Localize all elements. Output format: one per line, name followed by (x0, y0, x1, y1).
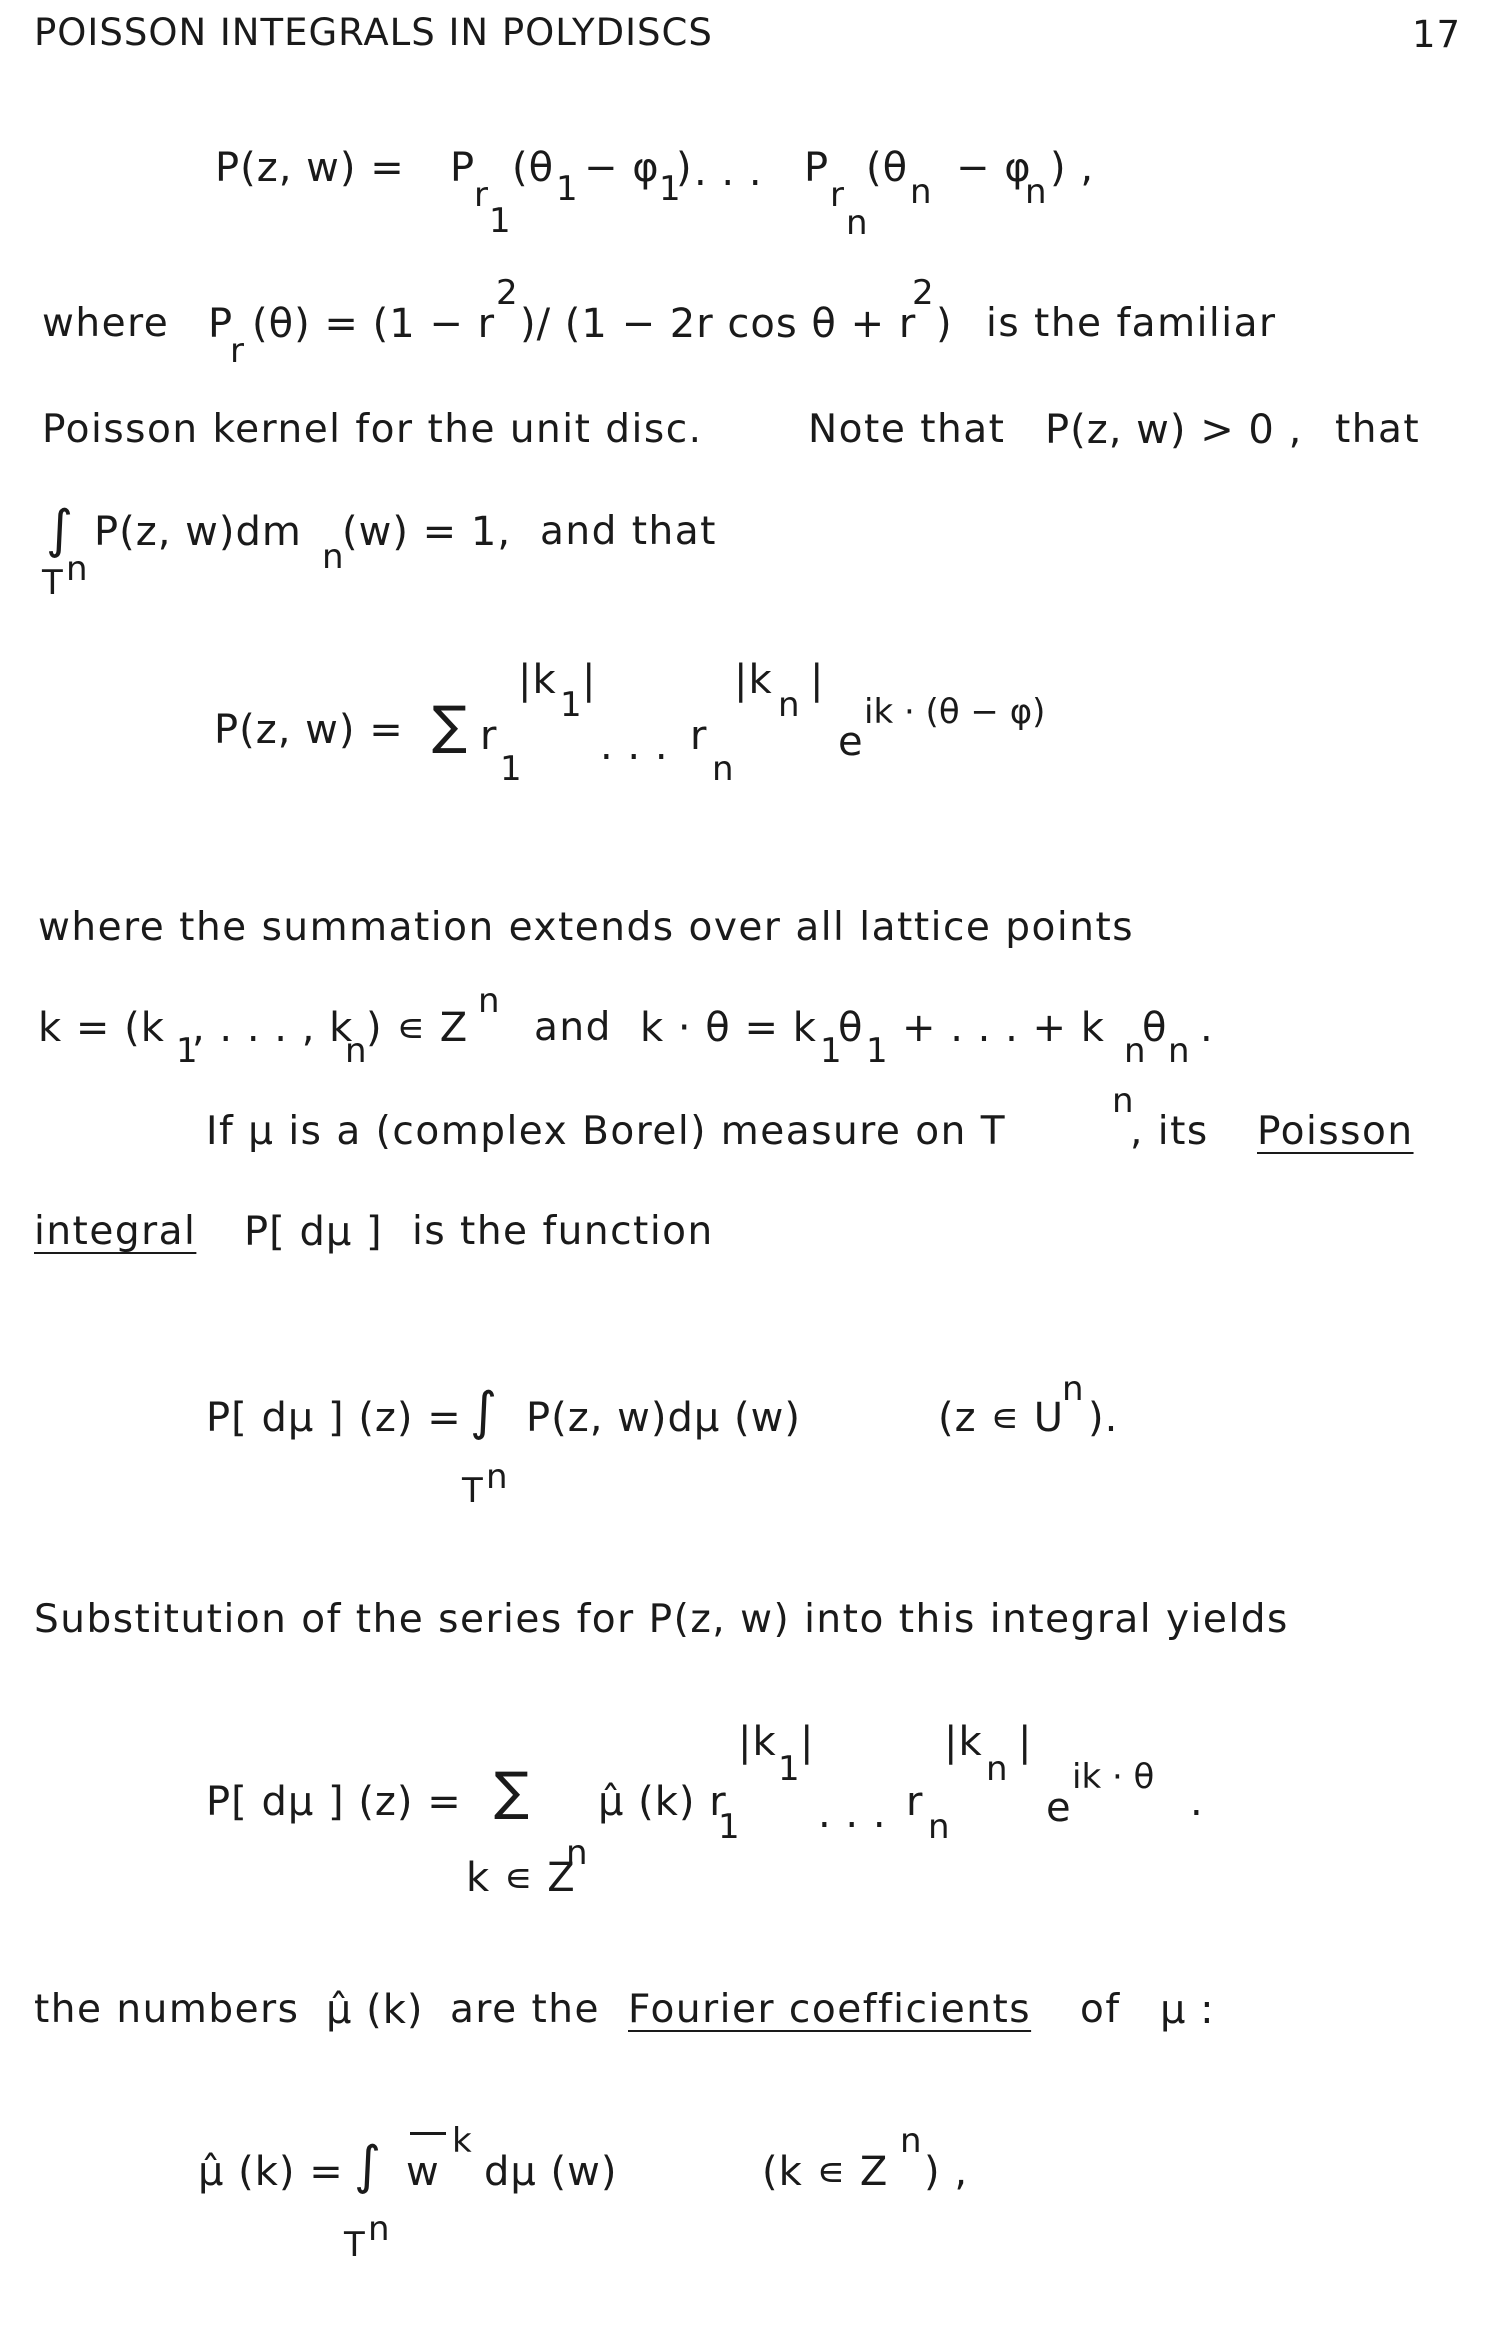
text-line-substitution: Substitution of the series for P(z, w) into this integral yields (34, 1597, 1289, 1642)
page-number: 17 (1412, 13, 1462, 56)
text-line-summation: where the summation extends over all lattice points (38, 905, 1135, 950)
conjugate-bar (410, 2132, 446, 2135)
running-title: POISSON INTEGRALS IN POLYDISCS (34, 11, 713, 54)
